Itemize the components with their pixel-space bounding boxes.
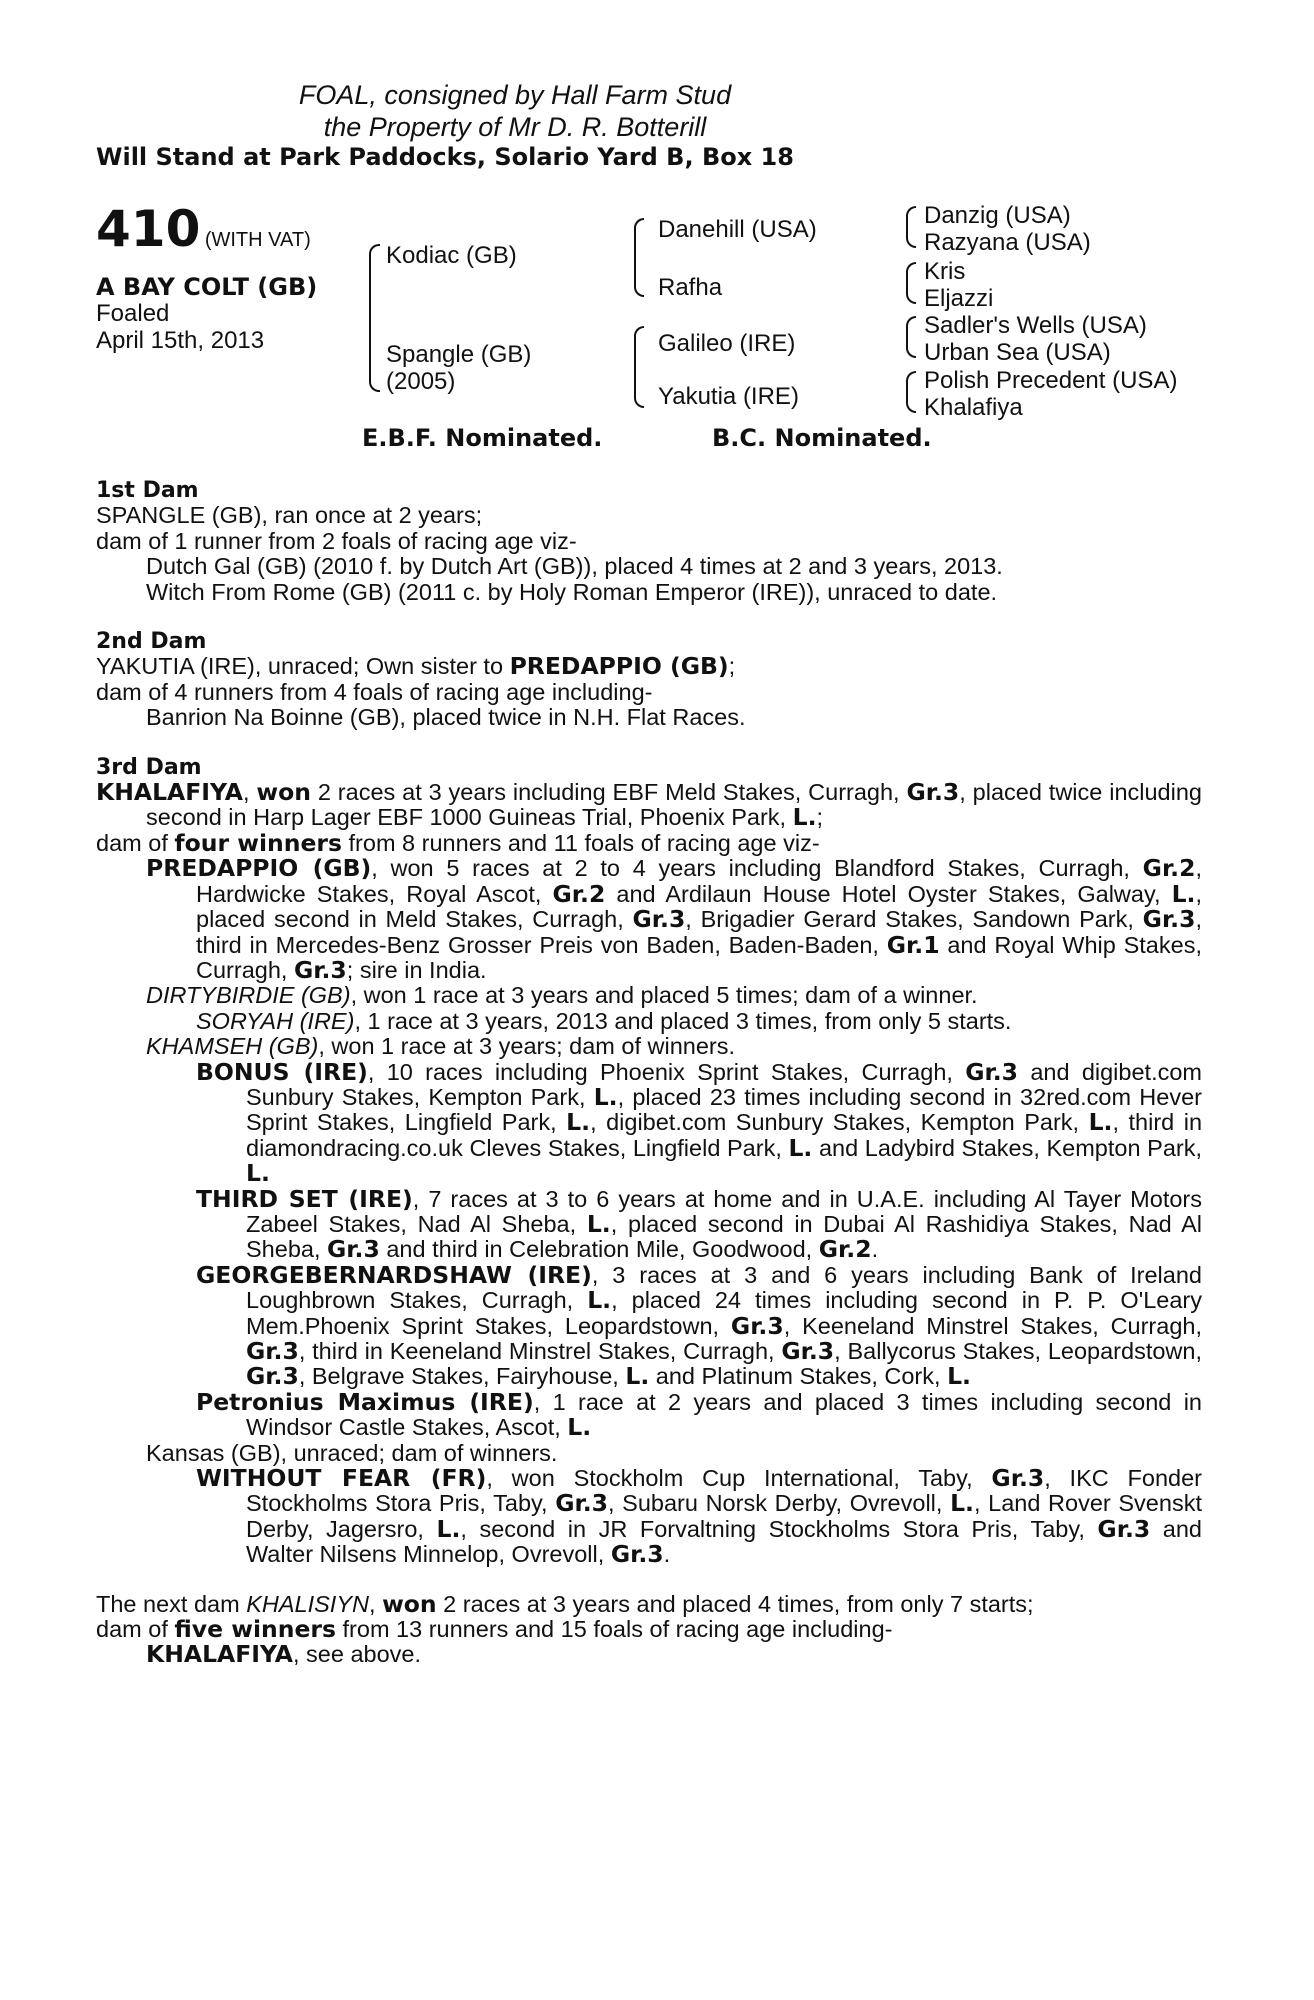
pedigree-brace-2a bbox=[634, 218, 644, 297]
lot-block bbox=[96, 200, 311, 258]
first-dam-heading: 1st Dam bbox=[96, 478, 199, 503]
dam-sire: Galileo (IRE) bbox=[658, 330, 796, 357]
gen3-5: Sadler's Wells (USA) bbox=[924, 312, 1147, 339]
produce-entry: Kansas (GB), unraced; dam of winners. bbox=[146, 1439, 558, 1466]
sire-dam: Rafha bbox=[658, 274, 723, 301]
produce-entry: KHAMSEH (GB), won 1 race at 3 years; dam of winners. bbox=[146, 1033, 736, 1060]
pedigree-brace-3d bbox=[906, 371, 916, 413]
second-dam-produce-line: dam of 4 runners from 4 foals of racing age including- bbox=[96, 678, 653, 705]
pedigree-brace-3c bbox=[906, 316, 916, 358]
gen3-7: Polish Precedent (USA) bbox=[924, 367, 1178, 394]
produce-entry: BONUS (IRE), 10 races including Phoenix Sprint Stakes, Curragh, Gr.3 and digibet.com Sunbury Stakes, Kempton Park, L., placed 23 times including second in 32red.com Hever Sprint Stakes, Lingfield Park, L., digibet.com Sunbury Stakes, Kempton Park, L., third in diamondracing.co.uk Cleves Stakes, Lingfield Park, L. and Ladybird Stakes, Kempton Park, L. bbox=[196, 1057, 1203, 1188]
ebf-nominated: E.B.F. Nominated. bbox=[362, 424, 603, 452]
consignor-line: FOAL, consigned by Hall Farm Stud bbox=[298, 80, 732, 110]
second-dam-heading: 2nd Dam bbox=[96, 629, 207, 655]
gen3-2: Razyana (USA) bbox=[924, 229, 1091, 256]
gen3-4: Eljazzi bbox=[924, 285, 994, 312]
third-dam-heading: 3rd Dam bbox=[96, 754, 202, 780]
dam: Spangle (GB) bbox=[386, 341, 532, 368]
produce-entry: PREDAPPIO (GB), won 5 races at 2 to 4 years including Blandford Stakes, Curragh, Gr.2, Hardwicke Stakes, Royal Ascot, Gr.2 and Ardilaun House Hotel Oyster Stakes, Galway, L., placed second in Meld Stakes, Curragh, Gr.3, Brigadier Gerard Stakes, Sandown Park, Gr.3, third in Mercedes-Benz Grosser Preis von Baden, Baden-Baden, Gr.1 and Royal Whip Stakes, Curragh, Gr.3; sire in India. bbox=[146, 854, 1203, 984]
foaled-label: Foaled bbox=[96, 300, 170, 327]
pedigree-brace-1 bbox=[369, 244, 380, 392]
gen3-8: Khalafiya bbox=[924, 394, 1023, 421]
lot-title: A BAY COLT (GB) bbox=[96, 273, 318, 301]
next-dam-line: The next dam KHALISIYN, won 2 races at 3 years and placed 4 times, from only 7 starts; bbox=[96, 1589, 1034, 1618]
bc-nominated: B.C. Nominated. bbox=[712, 424, 932, 452]
sire-sire: Danehill (USA) bbox=[658, 216, 817, 243]
lot-number: 410 bbox=[96, 200, 201, 258]
gen3-3: Kris bbox=[924, 258, 966, 285]
next-dam-produce-line: dam of five winners from 13 runners and 15 foals of racing age including- bbox=[96, 1615, 893, 1644]
produce-entry: THIRD SET (IRE), 7 races at 3 to 6 years at home and in U.A.E. including Al Tayer Motors Zabeel Stakes, Nad Al Sheba, L., placed second in Dubai Al Rashidiya Stakes, Nad Al Sheba, Gr.3 and third in Celebration Mile, Goodwood, Gr.2. bbox=[196, 1184, 1202, 1264]
produce-entry: WITHOUT FEAR (FR), won Stockholm Cup International, Taby, Gr.3, IKC Fonder Stockholms Stora Pris, Taby, Gr.3, Subaru Norsk Derby, Ovrevoll, L., Land Rover Svenskt Derby, Jagersro, L., second in JR Forvaltning Stockholms Stora Pris, Taby, Gr.3 and Walter Nilsens Minnelop, Ovrevoll, Gr.3. bbox=[196, 1464, 1202, 1569]
third-dam-line: KHALAFIYA, won 2 races at 3 years including EBF Meld Stakes, Curragh, Gr.3, placed twice including second in Harp Lager EBF 1000 Guineas Trial, Phoenix Park, L.; bbox=[96, 778, 1202, 832]
dam-dam: Yakutia (IRE) bbox=[658, 383, 799, 410]
second-dam-line: YAKUTIA (IRE), unraced; Own sister to PREDAPPIO (GB); bbox=[96, 652, 736, 681]
pedigree-brace-3a bbox=[906, 206, 916, 248]
pedigree-brace-3b bbox=[906, 262, 916, 304]
catalogue-body bbox=[96, 478, 1202, 1668]
produce-entry: DIRTYBIRDIE (GB), won 1 race at 3 years and placed 5 times; dam of a winner. bbox=[146, 982, 978, 1009]
owner-line: the Property of Mr D. R. Botterill bbox=[323, 112, 707, 142]
produce-entry: Dutch Gal (GB) (2010 f. by Dutch Art (GB)), placed 4 times at 2 and 3 years, 2013. bbox=[146, 553, 1003, 580]
gen3-1: Danzig (USA) bbox=[924, 202, 1071, 229]
dam-year: (2005) bbox=[386, 368, 456, 395]
produce-entry: KHALAFIYA, see above. bbox=[146, 1640, 422, 1669]
vat-note: (WITH VAT) bbox=[204, 229, 311, 251]
third-dam-produce-line: dam of four winners from 8 runners and 11 foals of racing age viz- bbox=[96, 828, 820, 857]
produce-entry: Petronius Maximus (IRE), 1 race at 2 years and placed 3 times including second in Windsor Castle Stakes, Ascot, L. bbox=[196, 1387, 1202, 1442]
produce-entry: Banrion Na Boinne (GB), placed twice in N.H. Flat Races. bbox=[146, 704, 746, 731]
pedigree-brace-2b bbox=[634, 326, 644, 408]
sire: Kodiac (GB) bbox=[386, 242, 517, 269]
produce-entry: SORYAH (IRE), 1 race at 3 years, 2013 and placed 3 times, from only 5 starts. bbox=[196, 1007, 1012, 1034]
produce-entry: GEORGEBERNARDSHAW (IRE), 3 races at 3 and 6 years including Bank of Ireland Loughbrown Stakes, Curragh, L., placed 24 times including second in P. P. O'Leary Mem.Phoenix Sprint Stakes, Leopardstown, Gr.3, Keeneland Minstrel Stakes, Curragh, Gr.3, third in Keeneland Minstrel Stakes, Curragh, Gr.3, Ballycorus Stakes, Leopardstown, Gr.3, Belgrave Stakes, Fairyhouse, L. and Platinum Stakes, Cork, L. bbox=[196, 1260, 1202, 1391]
produce-entry: Witch From Rome (GB) (2011 c. by Holy Roman Emperor (IRE)), unraced to date. bbox=[146, 578, 998, 605]
first-dam-line: SPANGLE (GB), ran once at 2 years; bbox=[96, 502, 483, 529]
first-dam-produce-line: dam of 1 runner from 2 foals of racing age viz- bbox=[96, 527, 577, 554]
stand-location: Will Stand at Park Paddocks, Solario Yard B, Box 18 bbox=[96, 143, 794, 171]
gen3-6: Urban Sea (USA) bbox=[924, 339, 1111, 366]
foaled-date: April 15th, 2013 bbox=[96, 327, 265, 354]
